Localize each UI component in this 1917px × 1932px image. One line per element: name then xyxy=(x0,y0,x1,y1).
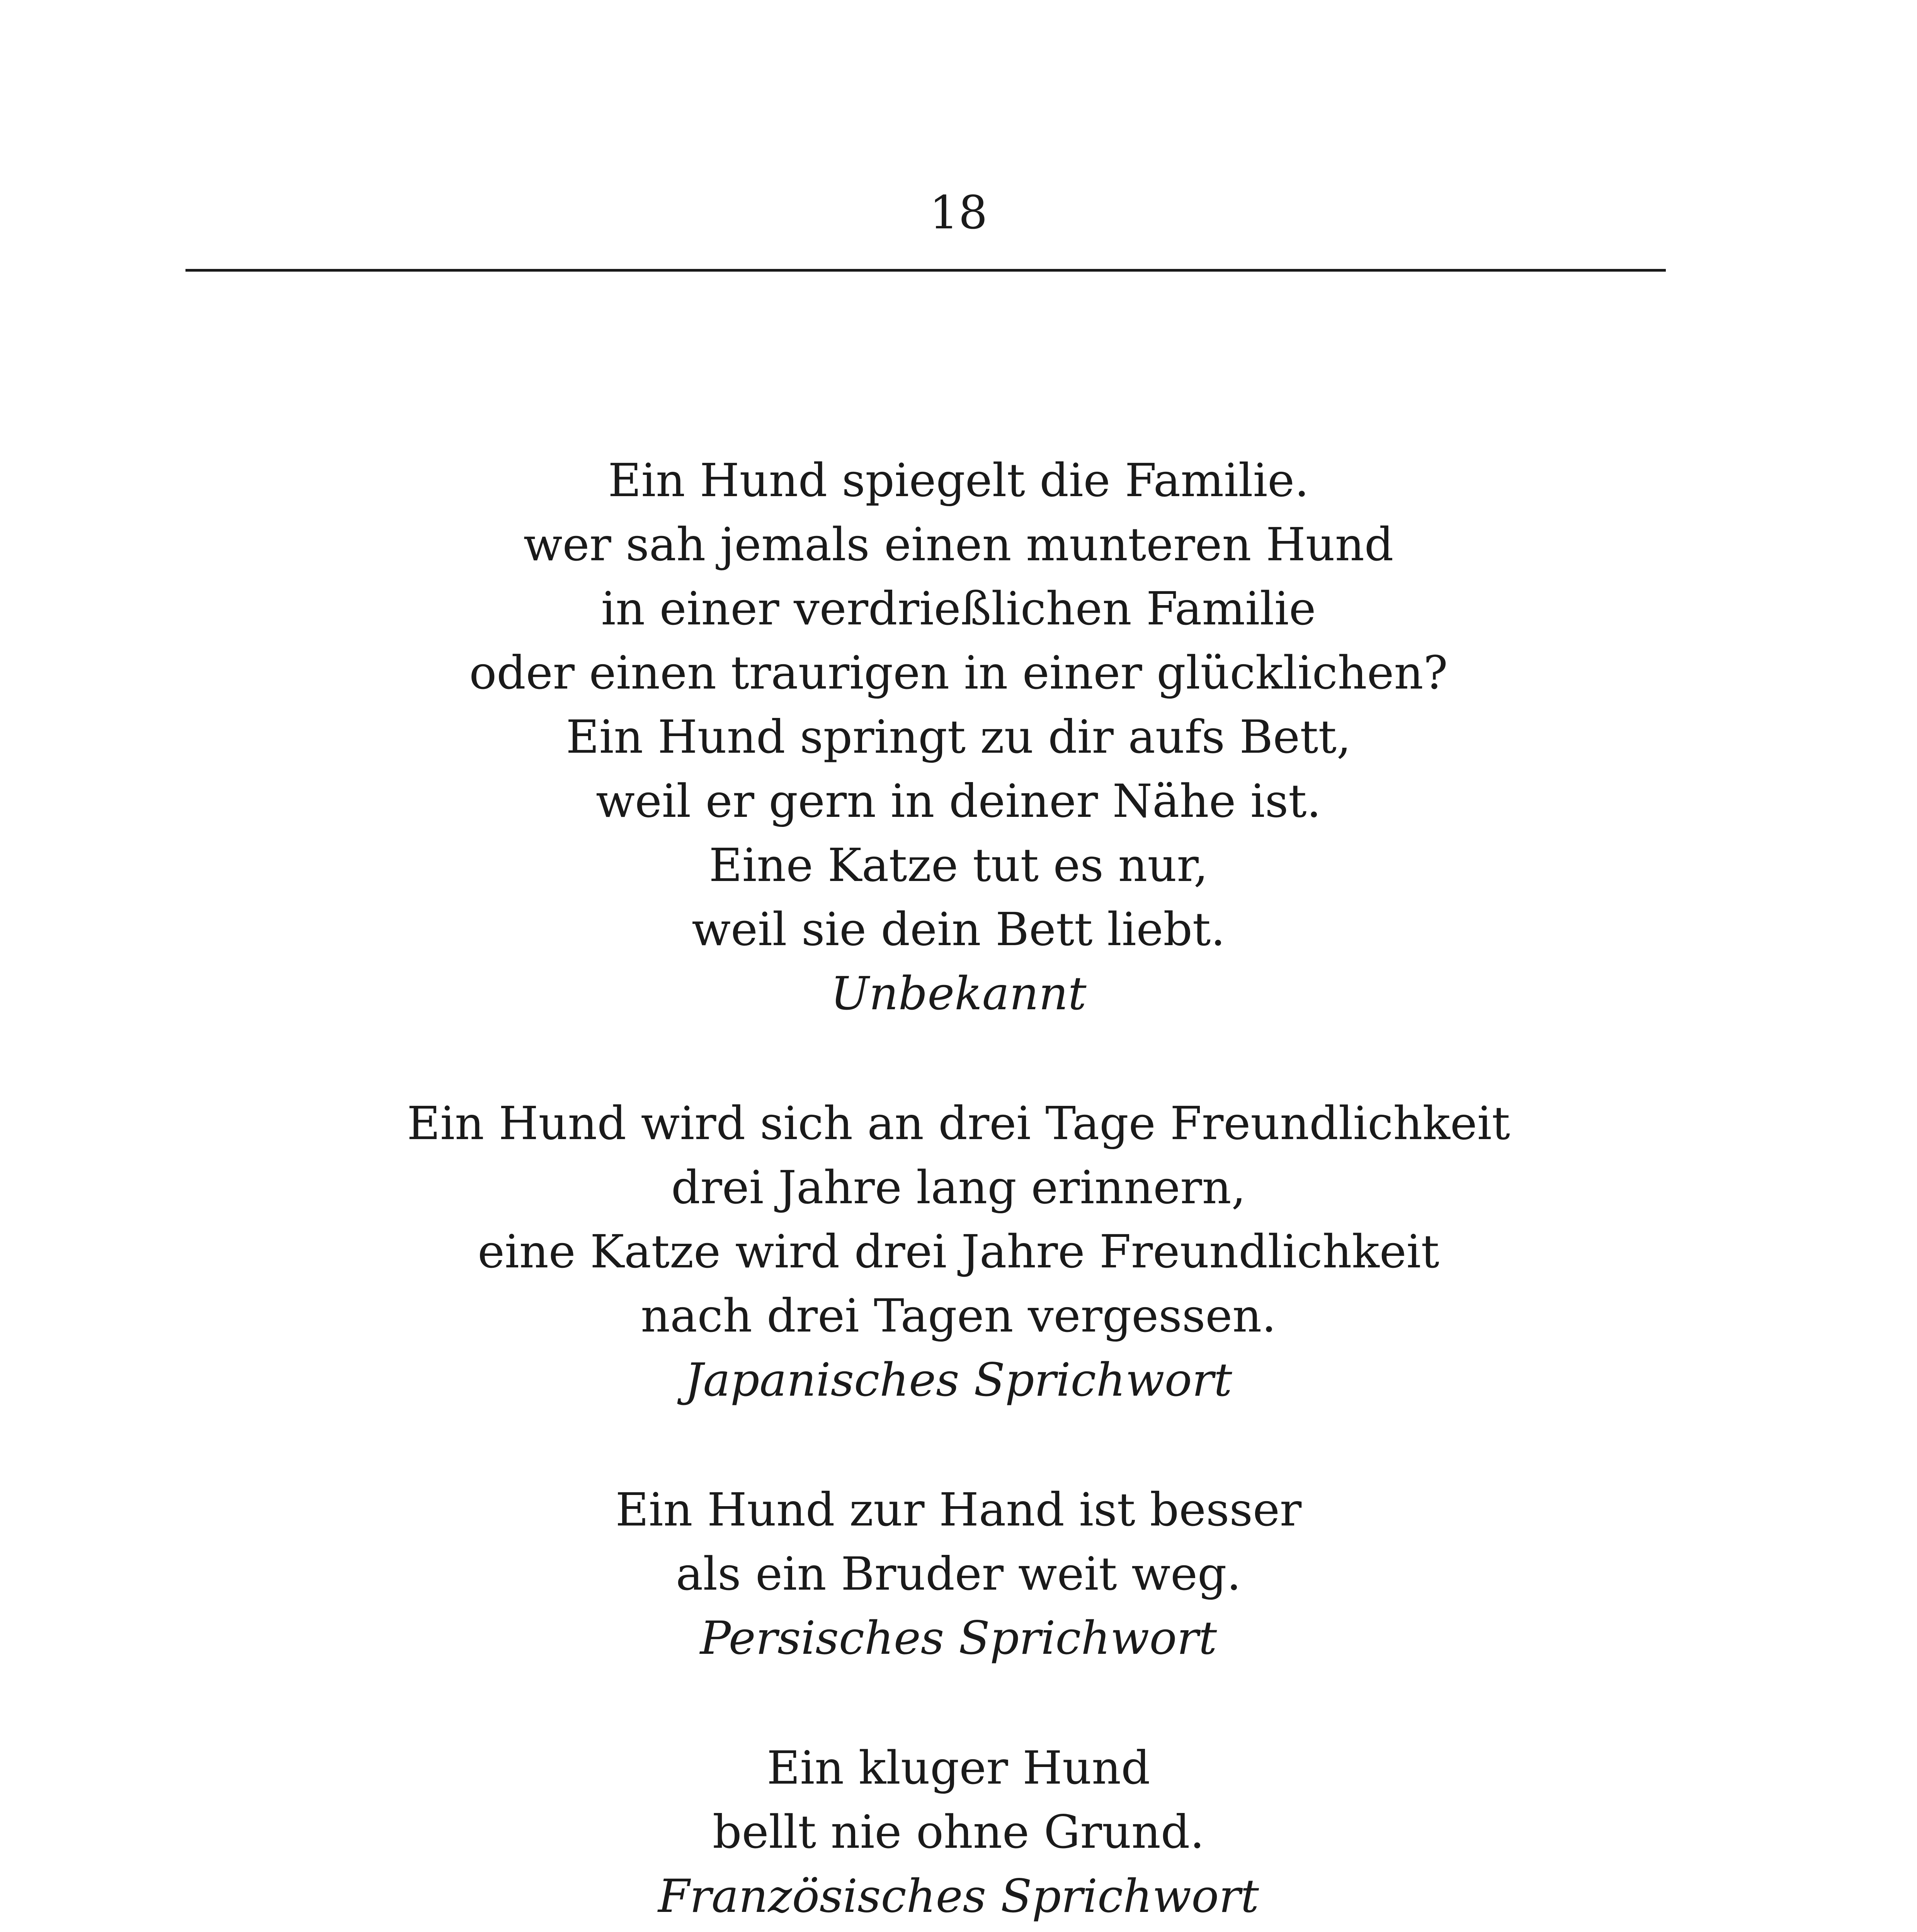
quote-line: weil er gern in deiner Nähe ist. xyxy=(595,774,1322,828)
quote-line: weil sie dein Bett liebt. xyxy=(692,903,1225,956)
quote-block xyxy=(0,1478,1917,1670)
page-number: 18 xyxy=(929,186,988,239)
quote-line: Ein Hund springt zu dir aufs Bett, xyxy=(566,710,1351,764)
quote-line: bellt nie ohne Grund. xyxy=(713,1805,1204,1859)
quote-line: Eine Katze tut es nur, xyxy=(709,838,1208,892)
quote-attribution: Japanisches Sprichwort xyxy=(685,1353,1232,1406)
quote-line: drei Jahre lang erinnern, xyxy=(671,1161,1246,1214)
quote-attribution: Unbekannt xyxy=(830,967,1087,1020)
quote-line: Ein kluger Hund xyxy=(767,1741,1150,1794)
quote-line: als ein Bruder weit weg. xyxy=(675,1547,1241,1600)
quote-list xyxy=(0,448,1917,1932)
quote-attribution: Persisches Sprichwort xyxy=(700,1611,1217,1665)
quote-line: eine Katze wird drei Jahre Freundlichkeit xyxy=(478,1225,1439,1278)
quote-line: Ein Hund wird sich an drei Tage Freundlichkeit xyxy=(407,1097,1510,1150)
quote-line: Ein Hund zur Hand ist besser xyxy=(615,1483,1302,1536)
quote-line: in einer verdrießlichen Familie xyxy=(601,582,1316,635)
quote-line: nach drei Tagen vergessen. xyxy=(641,1289,1276,1342)
header-divider xyxy=(185,269,1666,272)
quote-attribution: Französisches Sprichwort xyxy=(658,1869,1259,1923)
quote-line: wer sah jemals einen munteren Hund xyxy=(523,518,1394,571)
quote-block xyxy=(0,448,1917,1026)
quote-block xyxy=(0,1736,1917,1928)
quote-line: Ein Hund spiegelt die Familie. xyxy=(608,454,1309,507)
quote-line: oder einen traurigen in einer glücklichen? xyxy=(469,646,1448,699)
quote-block xyxy=(0,1091,1917,1412)
